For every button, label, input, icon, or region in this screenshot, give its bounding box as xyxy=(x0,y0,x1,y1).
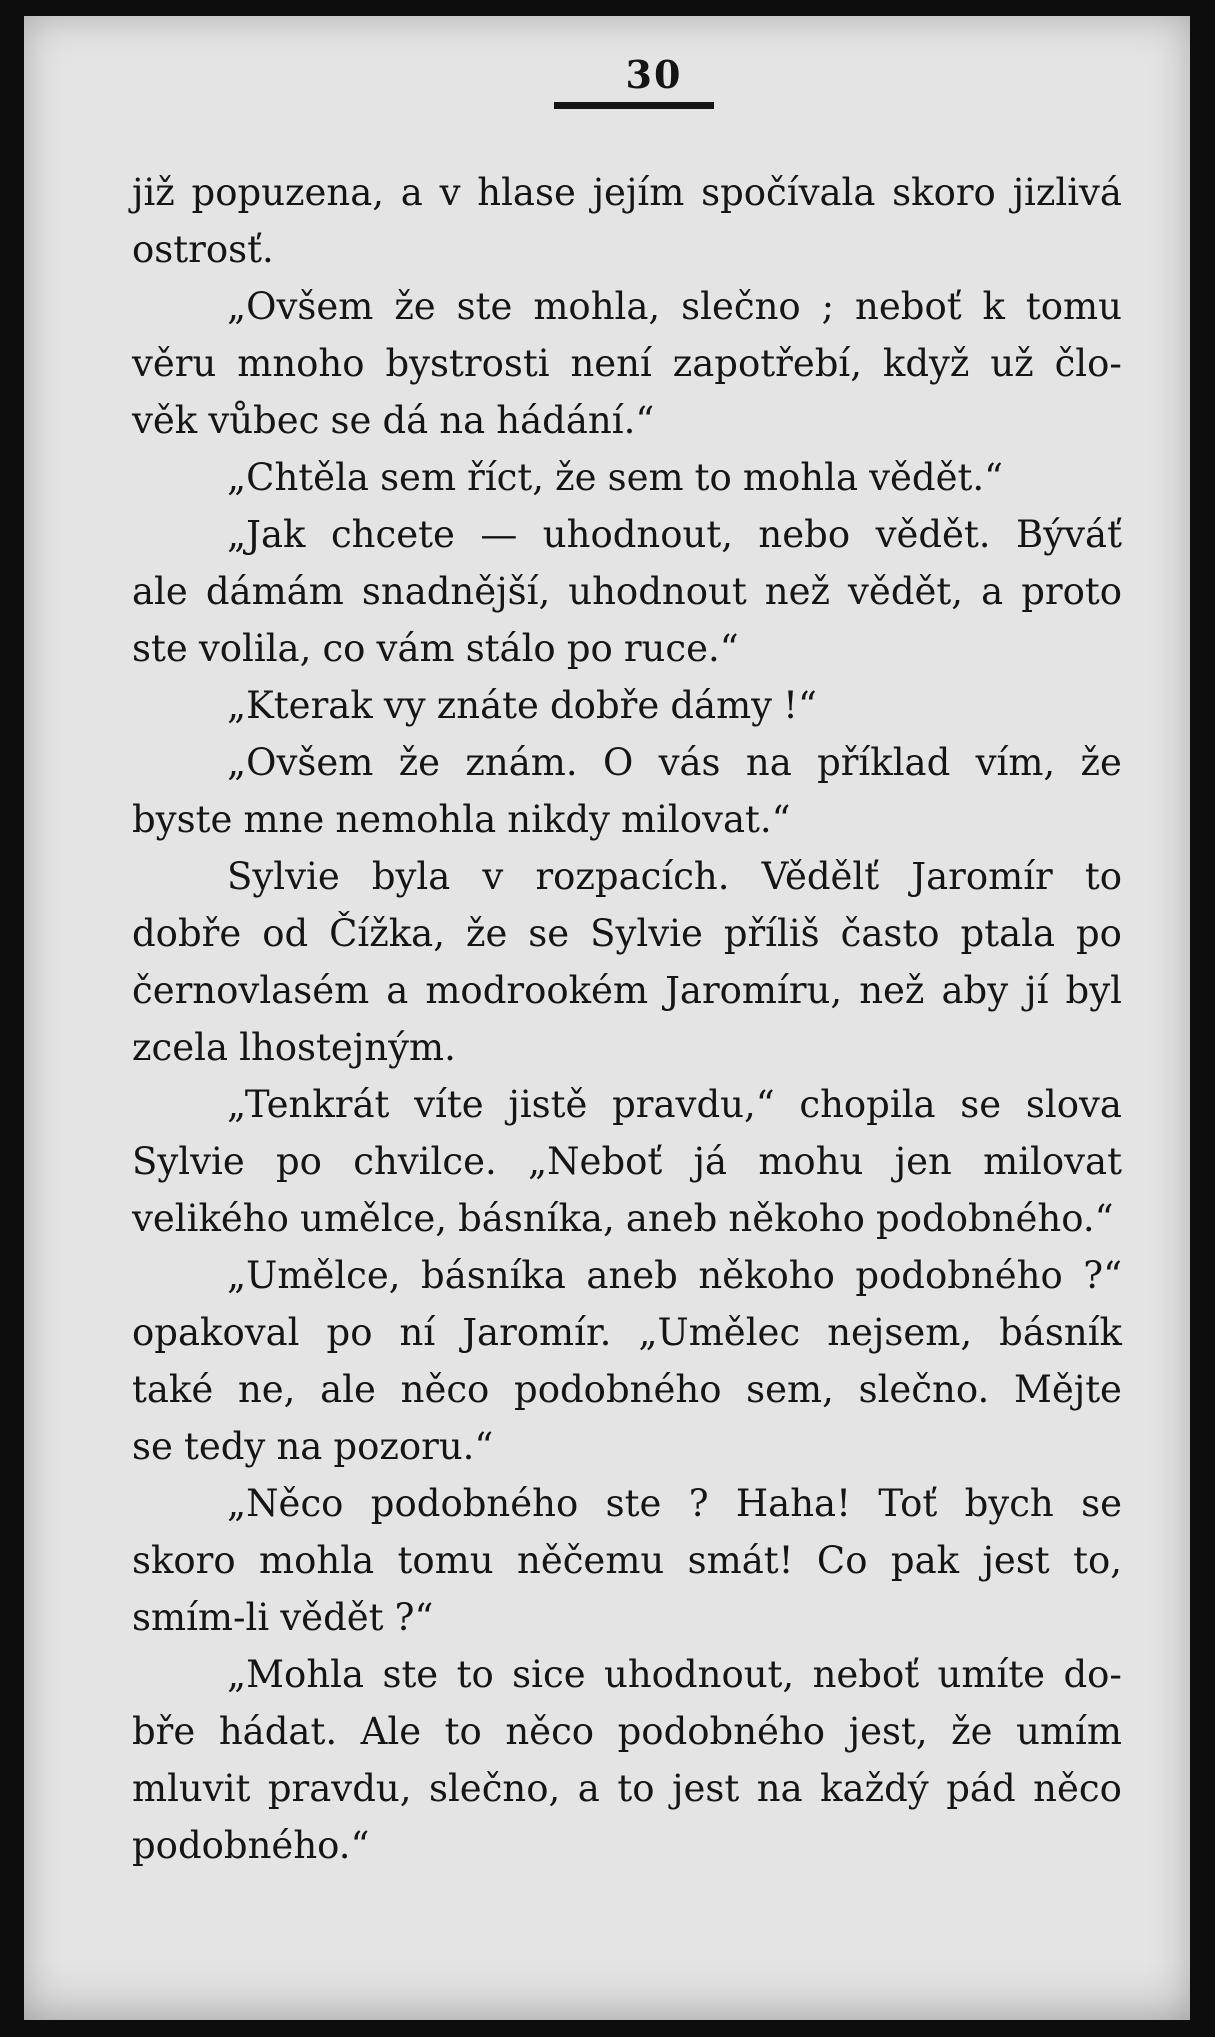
word: člo- xyxy=(1054,342,1122,385)
word: vůbec xyxy=(208,399,320,442)
word: ste xyxy=(132,627,188,670)
word: Haha! xyxy=(735,1482,851,1525)
text-line xyxy=(132,1076,1122,1133)
word: „Kterak xyxy=(227,684,373,727)
word: vás xyxy=(658,741,721,784)
word: bych xyxy=(964,1482,1054,1525)
word: O xyxy=(602,741,634,784)
word: a xyxy=(981,570,1004,613)
body-text xyxy=(132,164,1122,1874)
word: spočívala xyxy=(701,171,876,214)
word: pak xyxy=(890,1539,960,1582)
word: smát! xyxy=(687,1539,794,1582)
text-line xyxy=(132,620,1122,677)
word: to xyxy=(694,456,732,499)
word: pravdu,“ xyxy=(612,1083,775,1126)
word: Sylvie xyxy=(132,1140,245,1183)
word: popuzena, xyxy=(191,171,385,214)
word: aby xyxy=(941,969,1009,1012)
word: „Ovšem xyxy=(227,285,374,328)
word: zcela xyxy=(132,1026,229,1069)
word: mne xyxy=(243,798,325,841)
text-line xyxy=(132,905,1122,962)
text-line xyxy=(132,1703,1122,1760)
word: říct, xyxy=(467,456,545,499)
word: podobného xyxy=(617,1710,826,1753)
text-line xyxy=(132,734,1122,791)
text-line xyxy=(132,1133,1122,1190)
word: !“ xyxy=(783,684,817,727)
word: vědět xyxy=(280,1596,384,1639)
word: vědět, xyxy=(848,570,964,613)
word: chopila xyxy=(799,1083,936,1126)
word: byl xyxy=(1065,969,1122,1012)
word: příklad xyxy=(817,741,951,784)
word: již xyxy=(132,171,175,214)
word: hádat. xyxy=(218,1710,338,1753)
word: podobného.“ xyxy=(876,1197,1114,1240)
word: vím, xyxy=(975,741,1056,784)
text-line xyxy=(132,1532,1122,1589)
word: dobře xyxy=(132,912,242,955)
word: příliš xyxy=(723,912,820,955)
word: pravdu, xyxy=(267,1767,412,1810)
word: milovat.“ xyxy=(621,798,791,841)
word: pozoru.“ xyxy=(333,1425,494,1468)
word: sem xyxy=(607,456,684,499)
word: než xyxy=(859,969,925,1012)
word: byste xyxy=(132,798,233,841)
word: podobného xyxy=(855,1254,1063,1297)
word: Býváť xyxy=(1016,513,1122,556)
word: že xyxy=(951,1710,993,1753)
word: „Jak xyxy=(227,513,306,556)
text-line xyxy=(132,791,1122,848)
header-rule xyxy=(554,102,714,109)
word: slečno xyxy=(681,285,801,328)
text-line xyxy=(132,1019,1122,1076)
word: černovlasém xyxy=(132,969,370,1012)
word: umím xyxy=(1016,1710,1122,1753)
word: hlase xyxy=(477,171,576,214)
word: na xyxy=(276,1425,323,1468)
word: často xyxy=(840,912,940,955)
word: básníka xyxy=(421,1254,566,1297)
text-line xyxy=(132,677,1122,734)
text-line xyxy=(132,1361,1122,1418)
word: někoho xyxy=(698,1254,835,1297)
word: ?“ xyxy=(394,1596,434,1639)
word: básník xyxy=(999,1311,1122,1354)
text-line xyxy=(132,1418,1122,1475)
word: „Tenkrát xyxy=(227,1083,390,1126)
word: na xyxy=(756,1767,803,1810)
word: to xyxy=(1084,855,1122,898)
word: sem xyxy=(380,456,457,499)
word: jest xyxy=(672,1767,740,1810)
word: proto xyxy=(1021,570,1122,613)
word: se xyxy=(528,912,570,955)
word: podobného xyxy=(370,1482,579,1525)
word: Ale xyxy=(360,1710,422,1753)
word: — xyxy=(480,513,518,556)
word: ptala xyxy=(960,912,1056,955)
word: aneb xyxy=(586,1254,678,1297)
text-line xyxy=(132,1646,1122,1703)
word: to xyxy=(444,1710,482,1753)
word: ?“ xyxy=(1083,1254,1122,1297)
word: „Umělce, xyxy=(227,1254,401,1297)
word: mohla xyxy=(259,1539,375,1582)
word: po xyxy=(1075,912,1122,955)
word: něco xyxy=(400,1368,490,1411)
word: „Ovšem xyxy=(227,741,374,784)
word: nebo xyxy=(758,513,851,556)
word: byla xyxy=(371,855,451,898)
word: slova xyxy=(1025,1083,1122,1126)
word: jen xyxy=(894,1140,952,1183)
word: v xyxy=(439,171,461,214)
word: Čížka, xyxy=(329,912,445,955)
word: se xyxy=(1081,1482,1122,1525)
word: to, xyxy=(1073,1539,1122,1582)
word: bře xyxy=(132,1710,196,1753)
word: Jaromír xyxy=(911,855,1053,898)
word: podobného.“ xyxy=(132,1824,370,1867)
word: lhostejným. xyxy=(239,1026,456,1069)
word: někoho xyxy=(728,1197,865,1240)
text-line xyxy=(132,1247,1122,1304)
word: po xyxy=(275,1140,322,1183)
word: tomu xyxy=(397,1539,494,1582)
word: mohla, xyxy=(533,285,661,328)
word: „Neboť xyxy=(528,1140,663,1183)
word: se xyxy=(330,399,372,442)
word: co xyxy=(322,627,366,670)
word: dámám xyxy=(205,570,344,613)
word: „Umělec xyxy=(638,1311,801,1354)
word: stálo xyxy=(465,627,556,670)
text-line xyxy=(132,449,1122,506)
word: nikdy xyxy=(507,798,610,841)
word: slečno, xyxy=(428,1767,561,1810)
word: „Chtěla xyxy=(227,456,369,499)
word: uhodnout, xyxy=(542,513,733,556)
text-line xyxy=(132,563,1122,620)
word: není xyxy=(570,342,652,385)
text-line xyxy=(132,1817,1122,1874)
word: chcete xyxy=(330,513,455,556)
word: v xyxy=(482,855,504,898)
word: mohla xyxy=(742,456,859,499)
word: skoro xyxy=(892,171,996,214)
word: to xyxy=(456,1653,494,1696)
word: ; xyxy=(821,285,835,328)
word: rozpacích. xyxy=(535,855,730,898)
text-line xyxy=(132,962,1122,1019)
word: do- xyxy=(1063,1653,1122,1696)
word: jistě xyxy=(508,1083,588,1126)
word: „Něco xyxy=(227,1482,344,1525)
word: podobného xyxy=(514,1368,722,1411)
word: mohu xyxy=(758,1140,864,1183)
word: na xyxy=(745,741,792,784)
word: tomu xyxy=(1025,285,1122,328)
text-line xyxy=(132,1589,1122,1646)
word: snadnější, xyxy=(361,570,551,613)
word: a xyxy=(577,1767,600,1810)
word: neboť xyxy=(855,285,962,328)
book-page xyxy=(24,16,1190,2020)
word: znáte xyxy=(436,684,539,727)
word: také xyxy=(132,1368,214,1411)
word: básníka, xyxy=(458,1197,615,1240)
word: k xyxy=(982,285,1005,328)
word: něco xyxy=(1033,1767,1122,1810)
word: něčemu xyxy=(516,1539,665,1582)
word: na xyxy=(439,399,486,442)
word: ruce.“ xyxy=(623,627,739,670)
word: že xyxy=(1080,741,1122,784)
word: mnoho xyxy=(237,342,365,385)
word: chvilce. xyxy=(353,1140,497,1183)
word: ste xyxy=(382,1653,439,1696)
word: a xyxy=(400,171,423,214)
word: už xyxy=(990,342,1034,385)
word: sem, xyxy=(746,1368,834,1411)
word: a xyxy=(386,969,409,1012)
word: to xyxy=(617,1767,655,1810)
text-line xyxy=(132,1475,1122,1532)
word: Toť xyxy=(878,1482,938,1525)
word: Jaromír. xyxy=(462,1311,612,1354)
word: Jaromíru, xyxy=(665,969,843,1012)
word: jí xyxy=(1025,969,1049,1012)
word: skoro xyxy=(132,1539,236,1582)
word: mluvit xyxy=(132,1767,251,1810)
word: věru xyxy=(132,342,217,385)
word: po xyxy=(326,1311,373,1354)
word: neboť xyxy=(812,1653,920,1696)
word: od xyxy=(262,912,309,955)
word: jest, xyxy=(848,1710,928,1753)
word: pád xyxy=(946,1767,1016,1810)
text-line xyxy=(132,1190,1122,1247)
page-edge-shadow xyxy=(24,1960,1190,2020)
word: po xyxy=(566,627,613,670)
word: něco xyxy=(505,1710,595,1753)
word: nejsem, xyxy=(827,1311,973,1354)
word: já xyxy=(693,1140,728,1183)
word: když xyxy=(882,342,970,385)
text-line xyxy=(132,164,1122,221)
word: že xyxy=(398,741,441,784)
word: aneb xyxy=(625,1197,718,1240)
word: velikého xyxy=(132,1197,289,1240)
word: že xyxy=(555,456,597,499)
word: se xyxy=(960,1083,1002,1126)
word: ste xyxy=(456,285,513,328)
word: modrookém xyxy=(425,969,649,1012)
word: znám. xyxy=(465,741,578,784)
word: zapotřebí, xyxy=(672,342,862,385)
word: Vědělť xyxy=(761,855,880,898)
word: dámy xyxy=(670,684,773,727)
word: vy xyxy=(383,684,426,727)
text-line xyxy=(132,392,1122,449)
word: Co xyxy=(816,1539,868,1582)
text-line xyxy=(132,278,1122,335)
word: ostrosť. xyxy=(132,228,274,271)
word: uhodnout xyxy=(568,570,747,613)
word: jejím xyxy=(592,171,685,214)
word: milovat xyxy=(983,1140,1122,1183)
word: tedy xyxy=(183,1425,266,1468)
word: volila, xyxy=(198,627,312,670)
word: ale xyxy=(320,1368,376,1411)
page-number: 30 xyxy=(625,52,683,97)
word: uhodnout, xyxy=(604,1653,795,1696)
text-line xyxy=(132,1760,1122,1817)
word: hádání.“ xyxy=(496,399,655,442)
text-line xyxy=(132,221,1122,278)
word: věk xyxy=(132,399,198,442)
word: Sylvie xyxy=(590,912,703,955)
word: umělce, xyxy=(299,1197,448,1240)
word: ? xyxy=(688,1482,709,1525)
text-line xyxy=(132,848,1122,905)
text-line xyxy=(132,1304,1122,1361)
word: ale xyxy=(132,570,188,613)
word: Sylvie xyxy=(227,855,340,898)
word: smím-li xyxy=(132,1596,270,1639)
word: vědět.“ xyxy=(869,456,1004,499)
word: že xyxy=(465,912,508,955)
word: ste xyxy=(605,1482,662,1525)
word: se xyxy=(132,1425,173,1468)
word: víte xyxy=(414,1083,484,1126)
text-line xyxy=(132,506,1122,563)
word: ne, xyxy=(237,1368,296,1411)
word: vám xyxy=(376,627,455,670)
word: než xyxy=(764,570,830,613)
word: každý xyxy=(820,1767,929,1810)
word: nemohla xyxy=(335,798,497,841)
word: Mějte xyxy=(1013,1368,1122,1411)
word: jizlivá xyxy=(1012,171,1122,214)
word: „Mohla xyxy=(227,1653,365,1696)
word: jest xyxy=(982,1539,1050,1582)
word: dobře xyxy=(550,684,660,727)
text-line xyxy=(132,335,1122,392)
word: opakoval xyxy=(132,1311,300,1354)
word: ní xyxy=(399,1311,436,1354)
word: umíte xyxy=(937,1653,1046,1696)
word: sice xyxy=(512,1653,586,1696)
word: slečno. xyxy=(858,1368,990,1411)
word: bystrosti xyxy=(385,342,550,385)
word: že xyxy=(394,285,436,328)
word: dá xyxy=(382,399,429,442)
word: vědět. xyxy=(875,513,991,556)
